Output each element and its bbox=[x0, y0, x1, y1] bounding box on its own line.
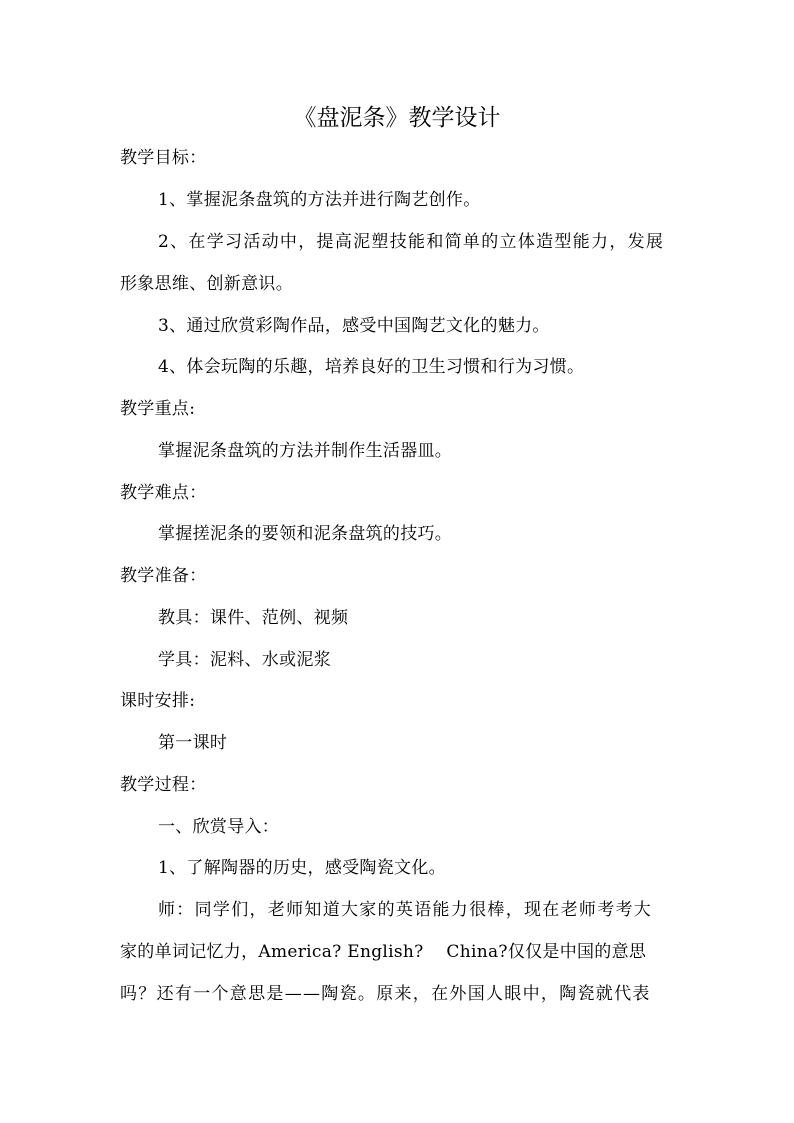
preparation-heading: 教学准备： bbox=[120, 566, 207, 586]
paragraph-line-2: 家的单词记忆力，America? English? China?仅仅是中国的意思 bbox=[120, 942, 647, 962]
paragraph-line-1: 师：同学们，老师知道大家的英语能力很棒，现在老师考考大 bbox=[158, 900, 653, 920]
key-point-heading: 教学重点: bbox=[120, 399, 196, 419]
objective-item-4: 4、体会玩陶的乐趣，培养良好的卫生习惯和行为习惯。 bbox=[158, 357, 585, 377]
lesson-count: 第一课时 bbox=[158, 733, 228, 753]
objective-item-1: 1、掌握泥条盘筑的方法并进行陶艺创作。 bbox=[158, 190, 481, 210]
objective-item-2-line-1: 2、在学习活动中，提高泥塑技能和简单的立体造型能力，发展 bbox=[158, 232, 665, 252]
objective-item-2-line-2: 形象思维、创新意识。 bbox=[120, 274, 293, 294]
objective-item-3: 3、通过欣赏彩陶作品，感受中国陶艺文化的魅力。 bbox=[158, 316, 550, 336]
document-title: 《盘泥条》教学设计 bbox=[293, 105, 501, 131]
student-tools: 学具：泥料、水或泥浆 bbox=[158, 650, 331, 670]
teacher-tools: 教具：课件、范例、视频 bbox=[158, 608, 349, 628]
paragraph-line-3: 吗？还有一个意思是——陶瓷。原来，在外国人眼中，陶瓷就代表 bbox=[120, 984, 651, 1004]
schedule-heading: 课时安排: bbox=[120, 691, 196, 711]
key-point-text: 掌握泥条盘筑的方法并制作生活器皿。 bbox=[158, 441, 453, 461]
process-step-1: 1、了解陶器的历史，感受陶瓷文化。 bbox=[158, 858, 446, 878]
process-section-1: 一、欣赏导入： bbox=[158, 817, 280, 837]
objectives-heading: 教学目标： bbox=[120, 148, 207, 168]
difficulty-text: 掌握搓泥条的要领和泥条盘筑的技巧。 bbox=[158, 524, 453, 544]
process-heading: 教学过程： bbox=[120, 775, 207, 795]
difficulty-heading: 教学难点： bbox=[120, 483, 207, 503]
